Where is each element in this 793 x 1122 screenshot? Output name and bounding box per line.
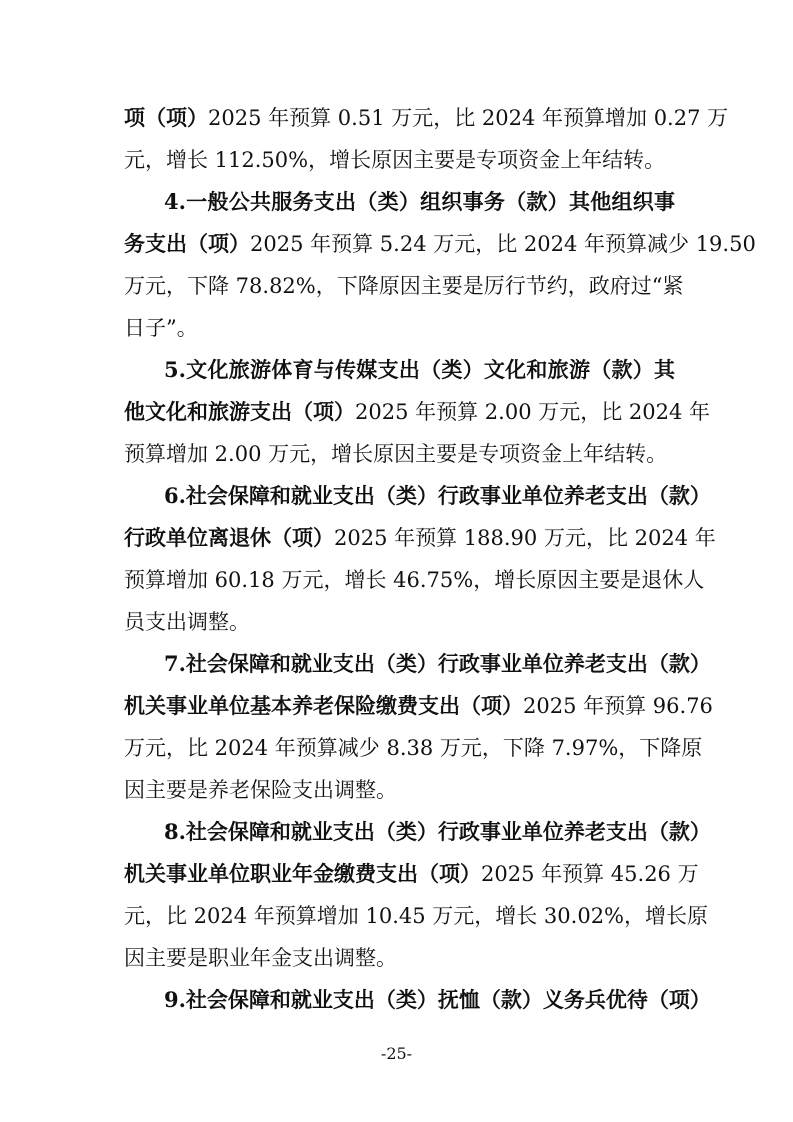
paragraph-heading-line: 9.社会保障和就业支出（类）抚恤（款）义务兵优待（项） — [164, 987, 711, 1012]
paragraph-line: 因主要是养老保险支出调整。 — [124, 778, 397, 802]
paragraph-line: 行政单位离退休（项）2025 年预算 188.90 万元，比 2024 年 — [124, 525, 716, 550]
paragraph-heading-line: 4.一般公共服务支出（类）组织事务（款）其他组织事 — [164, 189, 675, 214]
paragraph-line: 因主要是职业年金支出调整。 — [124, 946, 397, 970]
paragraph-line: 预算增加 60.18 万元，增长 46.75%，增长原因主要是退休人 — [124, 568, 705, 592]
paragraph-line: 万元，下降 78.82%，下降原因主要是厉行节约，政府过“紧 — [124, 274, 684, 298]
page-number: -25- — [380, 1044, 413, 1063]
paragraph-line: 日子”。 — [124, 316, 198, 340]
paragraph-heading-line: 8.社会保障和就业支出（类）行政事业单位养老支出（款） — [164, 819, 711, 844]
paragraph-line: 机关事业单位基本养老保险缴费支出（项）2025 年预算 96.76 — [124, 693, 713, 718]
paragraph-heading-line: 6.社会保障和就业支出（类）行政事业单位养老支出（款） — [164, 483, 711, 508]
paragraph-line: 机关事业单位职业年金缴费支出（项）2025 年预算 45.26 万 — [124, 861, 699, 886]
paragraph-line: 元，比 2024 年预算增加 10.45 万元，增长 30.02%，增长原 — [124, 904, 709, 928]
paragraph-line: 万元，比 2024 年预算减少 8.38 万元，下降 7.97%，下降原 — [124, 736, 703, 760]
paragraph-line: 预算增加 2.00 万元，增长原因主要是专项资金上年结转。 — [124, 442, 668, 466]
paragraph-line: 务支出（项）2025 年预算 5.24 万元，比 2024 年预算减少 19.50 — [124, 231, 756, 256]
paragraph-line: 员支出调整。 — [124, 610, 250, 634]
paragraph-heading-line: 7.社会保障和就业支出（类）行政事业单位养老支出（款） — [164, 651, 711, 676]
paragraph-heading-line: 5.文化旅游体育与传媒支出（类）文化和旅游（款）其 — [164, 357, 675, 382]
paragraph-line: 元，增长 112.50%，增长原因主要是专项资金上年结转。 — [124, 148, 666, 172]
paragraph-line: 项（项）2025 年预算 0.51 万元，比 2024 年预算增加 0.27 万 — [124, 105, 729, 130]
paragraph-line: 他文化和旅游支出（项）2025 年预算 2.00 万元，比 2024 年 — [124, 399, 711, 424]
